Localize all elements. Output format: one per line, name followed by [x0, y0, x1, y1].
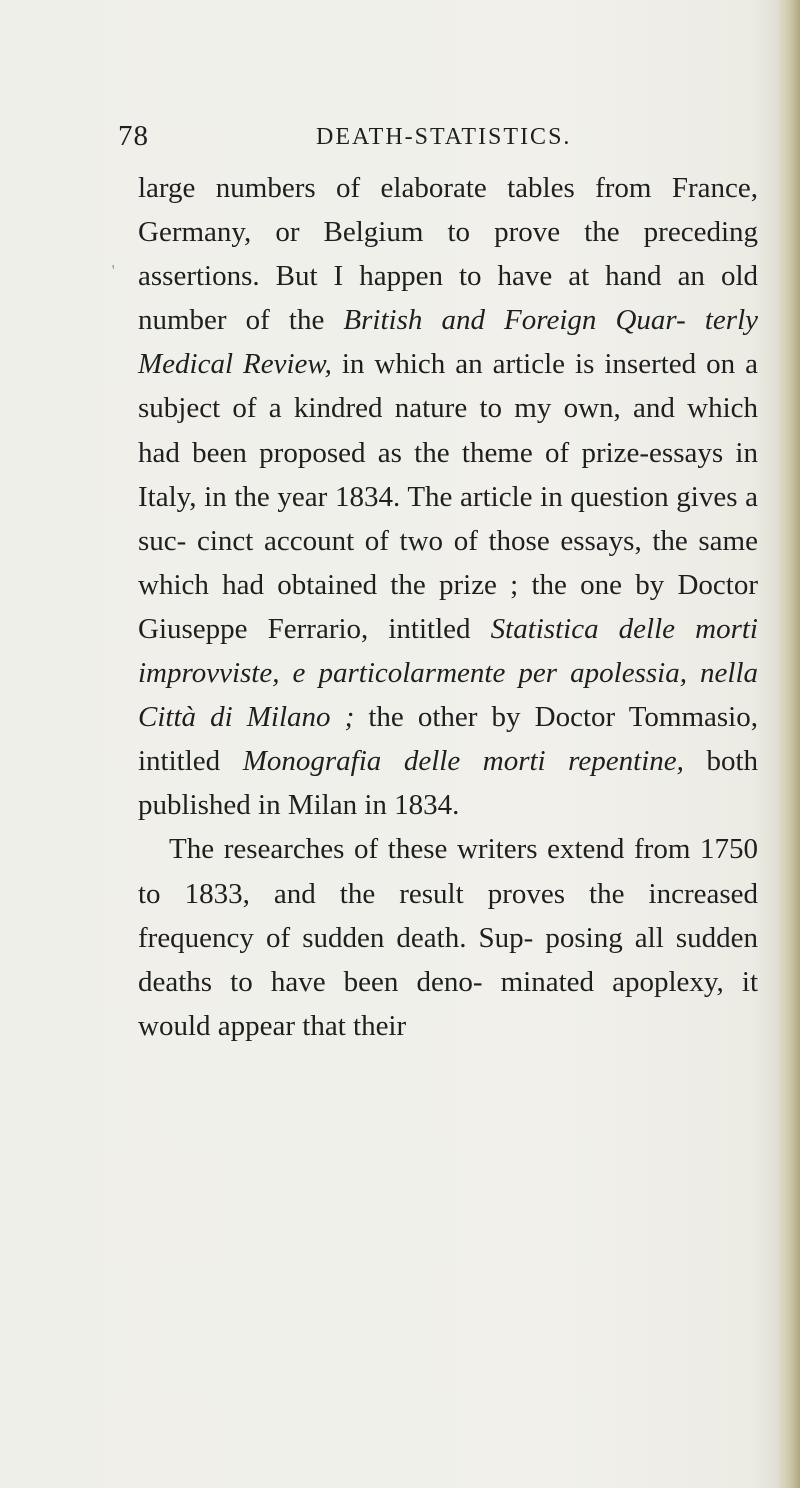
paragraph-1-text-1: large numbers of elaborate tables from France, Germany, or Belgium to prove the preceding assertions. But I happen to have at hand an old number of the — [138, 172, 758, 337]
page-edge-shading — [776, 0, 800, 1488]
ferrario-title-italic: Statistica delle morti improvviste, e particolarmente per apolessia, nella Città di Milano ; — [138, 612, 758, 734]
journal-title-italic: British and Foreign Quar- terly Medical Review, — [138, 304, 759, 381]
paragraph-1 — [138, 166, 758, 827]
paragraph-1-text-2: in which an article is inserted on a subject of a kindred nature to my own, and which had been proposed as the theme of prize-essays in Italy, in the year 1834. The article in question gives a suc- cinct account of two of those essays, the same which had obtained the prize ; the one by Doctor Giuseppe Ferrario, intitled — [138, 348, 759, 645]
paragraph-1-text-4: both published in Milan in 1834. — [138, 745, 758, 822]
page-number: 78 — [118, 120, 149, 152]
tommasio-title-italic: Monografia delle morti repentine, — [242, 745, 684, 778]
margin-pencil-mark: ʹ — [110, 263, 120, 281]
running-title: DEATH-STATISTICS. — [316, 124, 572, 150]
page-header — [118, 120, 758, 160]
paragraph-1-text-3: the other by Doctor Tommasio, intitled — [138, 701, 758, 778]
body-text — [138, 166, 758, 1048]
paragraph-2: The researches of these writers extend from 1750 to 1833, and the result proves the increased frequency of sudden death. Sup- posing all sudden deaths to have been deno- minated apoplexy, it would appear that their — [138, 833, 758, 1042]
